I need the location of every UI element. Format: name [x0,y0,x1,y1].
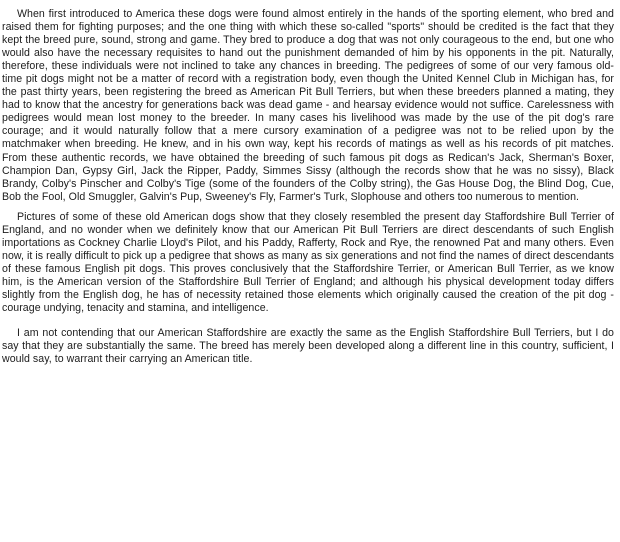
paragraph-sporting-origins: When first introduced to America these dogs were found almost entirely in the hands of the sporting element, who bred and raised them for fighting purposes; and the one thing with which these so-called "sports" should be credited is the fact that they kept the breed pure, sound, strong and game. They bred to produce a dog that was not only courageous to the end, but one who would also have the necessary requisites to hand out the punishment demanded of him by his opponents in the pit. Naturally, therefore, these individuals were not inclined to take any chances in breeding. The pedigrees of some of our very famous old-time pit dogs might not be a matter of record with a registration body, even though the United Kennel Club in Michigan has, for the past thirty years, been registering the breed as American Pit Bull Terriers, but when these breeders planned a mating, they had to know that the ancestry for generations back was dead game - and hearsay evidence would not suffice. Carelessness with pedigrees would mean lost money to the breeder. In many cases his livelihood was made by the use of the pit dog's rare courage; and it would naturally follow that a mere cursory examination of a pedigree was not to be relied upon by the matchmaker when breeding. He knew, and in his own way, kept his records of matings as well as his records of pit matches. From these authentic records, we have obtained the breeding of such famous pit dogs as Redican's Jack, Sherman's Boxer, Champion Dan, Gypsy Girl, Jack the Ripper, Paddy, Simmes Sissy (although the records show that he was no sissy), Black Brandy, Colby's Pinscher and Colby's Tige (some of the founders of the Colby string), the Gas House Dog, the Blind Dog, Cue, Bob the Fool, Old Smuggler, Galvin's Pup, Sweeney's Fly, Farmer's Turk, Slophouse and others too numerous to mention. [2,8,614,203]
paragraph-english-descent: Pictures of some of these old American dogs show that they closely resembled the present day Staffordshire Bull Terrier of England, and no wonder when we definitely know that our American Pit Bull Terriers are direct descendants of such English importations as Cockney Charlie Lloyd's Pilot, and his Paddy, Rafferty, Rock and Rye, the renowned Pat and many others. Even now, it is really difficult to pick up a pedigree that shows as many as six generations and not find the names of direct descendants of these famous English pit dogs. This proves conclusively that the Staffordshire Terrier, or American Bull Terrier, as we know him, is the American version of the Staffordshire Bull Terrier of England; and although his physical development today differs slightly from the English dog, he has of necessity retained those elements which originally caused the creation of the pit dog - courage undying, tenacity and stamina, and intelligence. [2,210,614,315]
paragraph-american-title: I am not contending that our American Staffordshire are exactly the same as the English Staffordshire Bull Terriers, but I do say that they are substantially the same. The breed has merely been developed along a different line in this country, sufficient, I would say, to warrant their carrying an American title. [2,327,614,366]
document-page [2,8,614,366]
